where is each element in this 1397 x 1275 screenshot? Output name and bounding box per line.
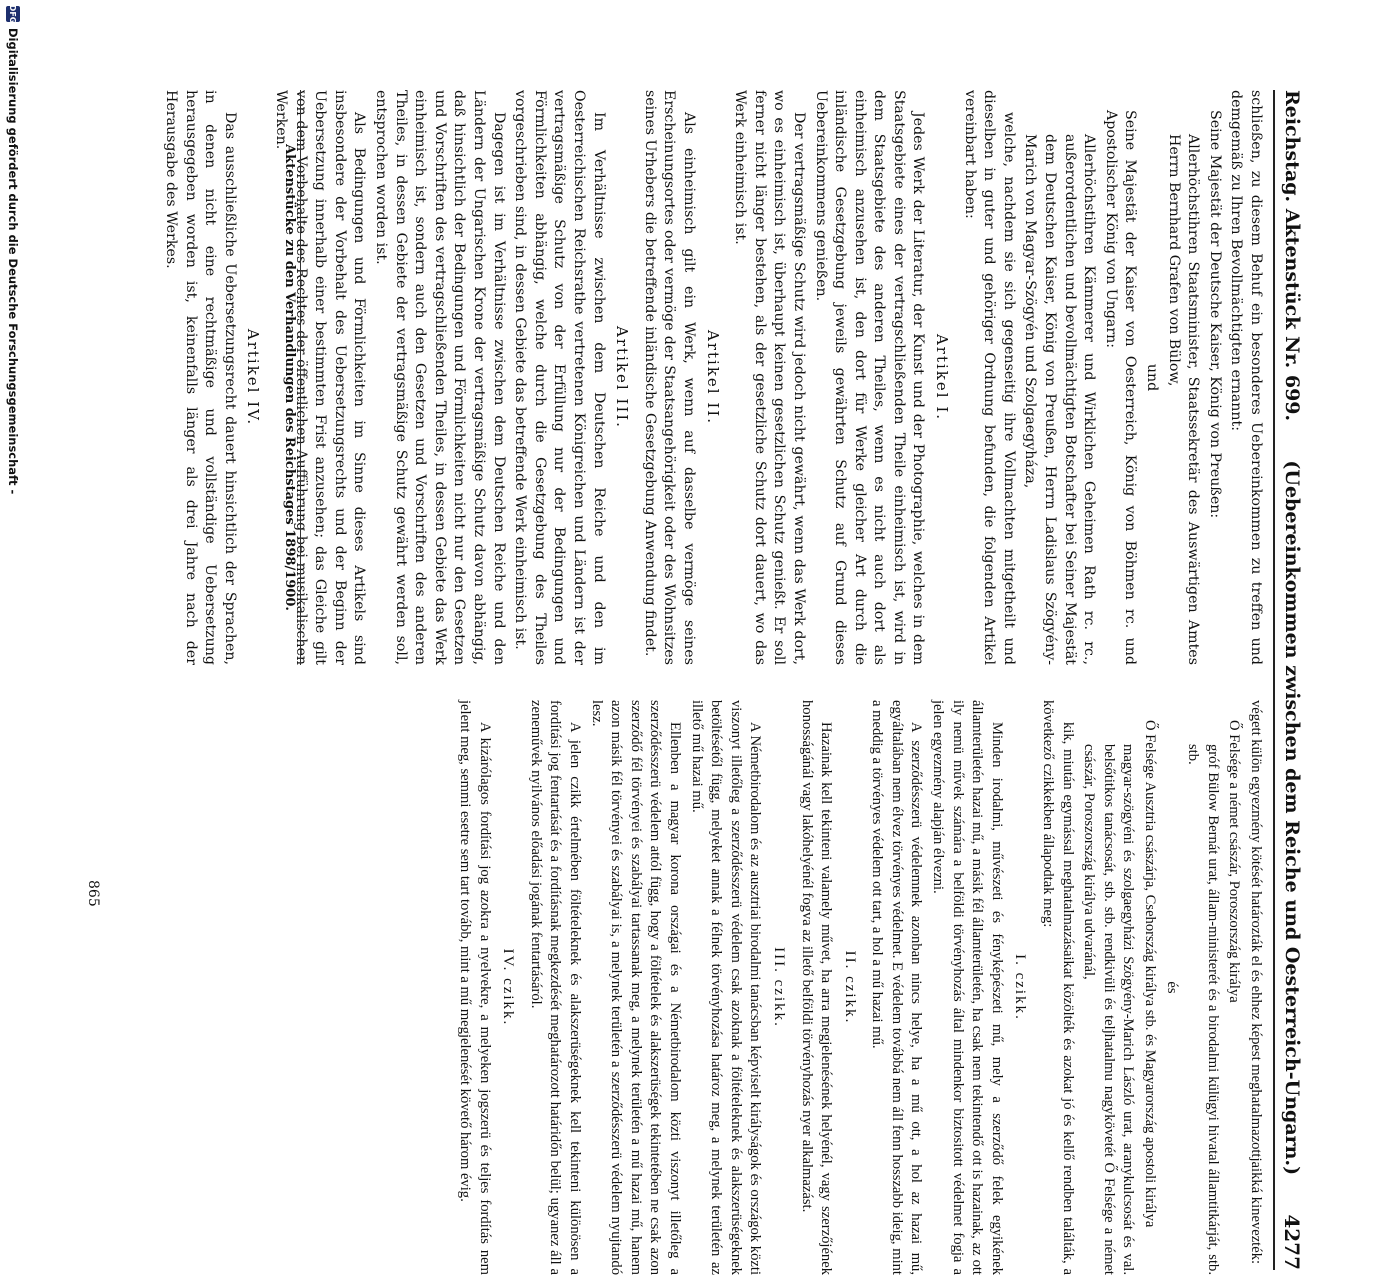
german-article-3-text-2: Dagegen ist im Verhältnisse zwischen dem Deutschen Reiche und den Ländern der Ungarischen Krone der vertragsmäßige Schutz davon abhängig, daß hinsichtlich der Bedingungen und Förmlichkeiten nicht nur den Gesetzen und Vorschriften des vertragschließenden Theiles, in dessen Gebiete das Werk einheimisch ist, sondern auch den Gesetzen und Vorschriften des anderen Theiles, in dessen Gebiete der vertragsmäßige Schutz gewährt werden soll, entsprochen worden ist. xyxy=(373,90,507,665)
header-center: (Uebereinkommen zwischen dem Reiche und Oesterreich-Ungarn.) xyxy=(1281,460,1303,1176)
german-article-1-text-2: Der vertragsmäßige Schutz wird jedoch nicht gewährt, wenn das Werk dort, wo es einheimisch ist, überhaupt keinen gesetzlichen Schutz genießt. Er soll ferner nicht länger bestehen, als der gesetzliche Schutz dort dauert, wo das Werk einheimisch ist. xyxy=(732,90,807,665)
hungarian-article-1-text: Minden irodalmi, művészeti és fényképészeti mű, mely a szerződő felek egyikének államterületén hazai mű, a másik fél államterületén, ha csak nem tekintendő ott is hazainak, az ott ily nemü művek számára a belföldi törvényhozás által mindenkor biztositott védelmet fogja a jelen egyezmény alapján élvezni. xyxy=(930,700,1005,1275)
hungarian-column xyxy=(95,700,1265,1275)
page-number: 865 xyxy=(85,880,101,907)
german-column xyxy=(95,90,1265,665)
hungarian-conjunction: és xyxy=(1163,981,1180,994)
digitization-credit-text: Digitalisierung gefördert durch die Deutsche Forschungsgemeinschaft - xyxy=(6,28,20,495)
german-article-4-heading: Artikel IV. xyxy=(244,328,263,427)
german-preamble-end: welche, nachdem sie sich gegenseitig ihre Vollmachten mitgetheilt und dieselben in guter und gehöriger Ordnung befunden, die folgenden Artikel vereinbart haben: xyxy=(961,90,1017,665)
german-party-1-delegate: Allerhöchstihren Staatsminister, Staatssekretär des Auswärtigen Amtes Herrn Bernhard Grafen von Bülow, xyxy=(1165,134,1202,665)
hungarian-party-2: Ő Felsége Ausztria császárja, Csehország királya stb. és Magyarország apostoli királya xyxy=(1142,720,1159,1228)
hungarian-article-2-heading: II. czikk. xyxy=(841,950,858,1025)
german-conjunction: und xyxy=(1144,363,1161,392)
german-article-2-heading: Artikel II. xyxy=(703,330,722,425)
german-party-1: Seine Majestät der Deutsche Kaiser, König von Preußen: xyxy=(1206,110,1223,519)
german-intro: schließen, zu diesem Behuf ein besonderes Uebereinkommen zu treffen und demgemäß zu Ihren Bevollmächtigten ernannt: xyxy=(1228,90,1264,665)
hungarian-article-1-text-2: A szerződésszerü védelemnek azonban nincs helye, ha a mű ott, a hol az hazai mű, egyáltalában nem élvez törvényes védelmet. E védelem továbbá nem áll fenn hosszabb ideig, mint a meddig a törvényes védelem ott tart, a hol a mű hazai mű. xyxy=(869,700,925,1275)
dfg-logo-icon: DFG xyxy=(6,6,20,22)
header-page-number: 4277 xyxy=(1280,1214,1304,1270)
hungarian-article-1-heading: I. czikk. xyxy=(1012,954,1029,1021)
hungarian-article-3-heading: III. czikk. xyxy=(770,947,787,1028)
hungarian-party-1: Ő Felsége a német császár, Poroszország királya xyxy=(1226,720,1243,1003)
hungarian-article-3-text-3: A jelen czikk értelmében föltételeknek és alakszerüségeknek kell tekinteni különösen a fordítási jog fentartását és a fordításnak megkezdését meghatározott határidőn belül; ugyanez áll a zeneművek nyilvános előadási jogának fentartásáról. xyxy=(527,700,583,1275)
hungarian-article-4-text: A kizárólagos fordítási jog azokra a nyelvekre, a melyeken jogszerü és teljes fordítás nem jelent meg, semmi esetre sem tart tovább, mint a mű megjelenését követő három évig. xyxy=(457,700,493,1275)
german-article-3-heading: Artikel III. xyxy=(613,326,632,429)
german-article-4-text: Das ausschließliche Uebersetzungsrecht dauert hinsichtlich der Sprachen, in denen nicht eine rechtmäßige und vollständige Uebersetzung herausgegeben worden ist, keinenfalls länger als drei Jahre nach der Herausgabe des Werkes. xyxy=(163,90,238,665)
german-article-1-heading: Artikel I. xyxy=(933,333,952,422)
german-article-1-text: Jedes Werk der Literatur, der Kunst und der Photographie, welches in dem Staatsgebiete eines der vertragschließenden Theile einheimisch ist, wird in dem Staatsgebiete des anderen Theiles, wenn es nicht auch dort als einheimisch anzusehen ist, den dort für Werke gleicher Art durch die inländische Gesetzgebung jeweils gewährten Schutz auf Grund dieses Uebereinkommens genießen. xyxy=(812,90,927,665)
hungarian-party-1-delegate: gróf Bülow Bernát urat, állam-ministerét és a birodalmi külügyi hivatal államtitkárját, stb. stb. xyxy=(1185,744,1221,1275)
hungarian-article-4-heading: IV. czikk. xyxy=(500,948,517,1027)
header-left: Reichstag. Aktenstück Nr. 699. xyxy=(1281,90,1303,422)
german-article-3-text-3: Als Bedingungen und Förmlichkeiten im Sinne dieses Artikels sind insbesondere der Vorbehalt des Uebersetzungsrechts und der Beginn der Uebersetzung innerhalb einer bestimmten Frist anzusehen; das Gleiche gilt von dem Vorbehalte des Rechtes der öffentlichen Aufführung bei musikalischen Werken. xyxy=(273,90,368,665)
hungarian-article-2-text: Hazainak kell tekinteni valamely művet, ha arra megjelenésének helyénél, vagy szerzőjének honosságánál vagy lakóhelyénél fogva az illető belföldi törvényhozás nyer alkalmazást. xyxy=(798,700,835,1275)
german-party-2: Seine Majestät der Kaiser von Oesterreich, König von Böhmen rc. und Apostolischer König von Ungarn: xyxy=(1102,110,1139,665)
german-article-2-text: Als einheimisch gilt ein Werk, wenn auf dasselbe vermöge seines Erscheinungsortes oder vermöge der Staatsangehörigkeit oder des Wohnsitzes seines Urhebers die betreffende inländische Gesetzgebung Anwendung findet. xyxy=(641,90,697,665)
german-party-2-delegate: Allerhöchstihren Kämmerer und Wirklichen Geheimen Rath rc. rc., außerordentlichen und bevollmächtigten Botschafter bei Seiner Majestät dem Deutschen Kaiser, König von Preußen, Herrn Ladislaus Szögyény-Marich von Magyar-Szögyén und Szolgaegyháza, xyxy=(1022,134,1098,665)
hungarian-party-2-delegate: magyar-szögyéni és szolgaegyházi Szögyény-Marich László urat, aranykulcsosát és val. belsőtitkos tanácsosát, stb. stb. rendkivüli és teljhatalmu nagykövetét Ő Felsége a német császár, Poroszország királya udvaránál, xyxy=(1081,744,1137,1275)
german-article-3-text: Im Verhältnisse zwischen dem Deutschen Reiche und den im Oesterreichischen Reichsrathe vertretenen Königreichen und Ländern ist der vertragsmäßige Schutz von der Erfüllung nur der Bedingungen und Förmlichkeiten abhängig, welche durch die Gesetzgebung des Theiles vorgeschrieben sind, in dessen Gebiete das betreffende Werk einheimisch ist. xyxy=(512,90,607,665)
digitization-credit xyxy=(4,0,22,1000)
hungarian-intro: végett külön egyezmény kötését határozták el és ehhez képest meghatalmazottjaikká kinevezték: xyxy=(1248,700,1264,1265)
hungarian-article-3-text-2: Ellenben a magyar korona országai és a Németbirodalom közti viszonyt illetőleg a szerződésszerü védelem attól függ, hogy a föltételek és alakszerüségek tekintetében ne csak azon szerződő fél törvényei és szabályai tartassanak meg, a melynek területén a mű hazai mű, hanem azon másik fél törvényei és szabályai is, a melynek területén a szerződésszerü védelem nyujtandó lesz. xyxy=(588,700,683,1275)
page-header xyxy=(1273,90,1309,1270)
hungarian-article-3-text: A Németbirodalom és az ausztriai birodalmi tanácsban képviselt királyságok és országok közti viszonyt illetőleg a szerződésszerü védelem csak azoknak a föltételeknek és alakszerüségeknek betöltésétől függ, melyeket annak a félnek törvényhozása határoz meg, a melynek területén az illető mű hazai mű. xyxy=(688,700,764,1275)
hungarian-preamble-end: kik, miután egymással meghatalmazásaikat közölték és azokat jó és kellő rendben találták, a következő czikkekben állapodtak meg: xyxy=(1040,700,1076,1275)
footnote: Aktenstücke zu den Verhandlungen des Reichstages 1898/1900. xyxy=(282,90,301,665)
